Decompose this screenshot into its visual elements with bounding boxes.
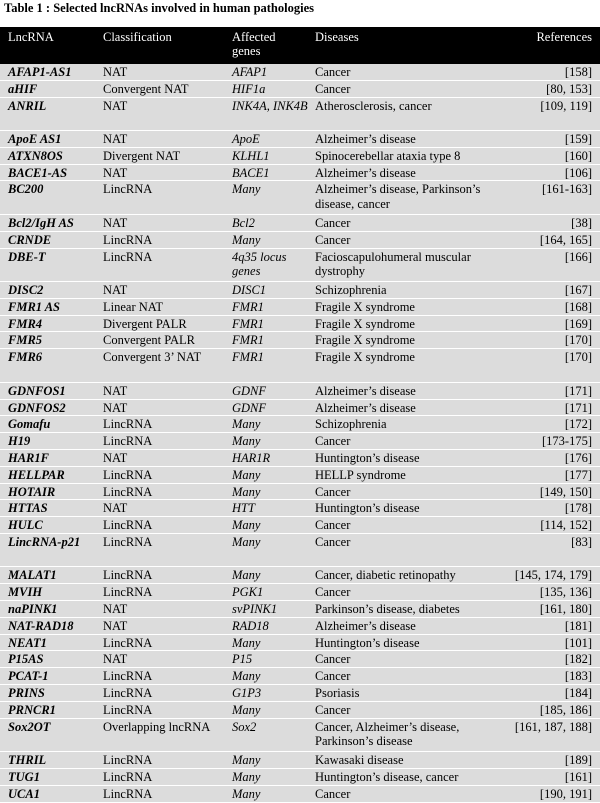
table-row xyxy=(0,719,600,753)
cell-affected-genes: Many xyxy=(232,417,261,432)
cell-diseases: Parkinson’s disease, diabetes xyxy=(315,602,460,617)
cell-classification: LincRNA xyxy=(103,669,153,684)
cell-references: [176] xyxy=(564,450,592,465)
cell-diseases: Alzheimer’s disease xyxy=(315,400,416,415)
table-row xyxy=(0,685,600,702)
cell-diseases: Spinocerebellar ataxia type 8 xyxy=(315,148,461,163)
cell-classification: Convergent PALR xyxy=(103,333,196,348)
header-diseases: Diseases xyxy=(315,30,359,44)
cell-lncrna: CRNDE xyxy=(8,232,52,247)
cell-references: [80, 153] xyxy=(546,81,592,96)
cell-classification: LincRNA xyxy=(103,467,153,482)
table-row xyxy=(0,299,600,316)
cell-references: [166] xyxy=(564,249,592,264)
header-references: References xyxy=(536,30,592,44)
cell-lncrna: GDNFOS1 xyxy=(8,383,66,398)
cell-lncrna: LincRNA-p21 xyxy=(8,534,81,549)
cell-lncrna: MALAT1 xyxy=(8,568,57,583)
cell-classification: LincRNA xyxy=(103,686,153,701)
cell-references: [38] xyxy=(571,215,592,230)
cell-lncrna: P15AS xyxy=(8,652,44,667)
cell-references: [170] xyxy=(564,350,592,365)
cell-lncrna: BACE1-AS xyxy=(8,165,68,180)
lncrna-table xyxy=(0,27,600,803)
cell-affected-genes: Many xyxy=(232,534,261,549)
table-row xyxy=(0,400,600,417)
cell-references: [171] xyxy=(564,383,592,398)
cell-diseases: Huntington’s disease xyxy=(315,635,420,650)
cell-affected-genes: Many xyxy=(232,753,261,768)
table-row xyxy=(0,383,600,400)
cell-affected-genes: Many xyxy=(232,182,261,197)
table-header xyxy=(0,27,600,64)
cell-lncrna: PRNCR1 xyxy=(8,702,56,717)
cell-lncrna: THRIL xyxy=(8,753,47,768)
cell-classification: Divergent PALR xyxy=(103,316,187,331)
cell-classification: LincRNA xyxy=(103,568,153,583)
table-row xyxy=(0,769,600,786)
cell-affected-genes: GDNF xyxy=(232,383,267,398)
cell-affected-genes: RAD18 xyxy=(232,618,269,633)
cell-affected-genes: P15 xyxy=(232,652,253,667)
table-row xyxy=(0,332,600,349)
cell-affected-genes: Many xyxy=(232,702,261,717)
cell-classification: NAT xyxy=(103,618,128,633)
cell-references: [183] xyxy=(564,669,592,684)
header-affected-genes: Affected genes xyxy=(232,30,276,58)
cell-lncrna: Gomafu xyxy=(8,417,51,432)
cell-lncrna: HAR1F xyxy=(8,450,49,465)
cell-affected-genes: Many xyxy=(232,769,261,784)
cell-classification: LincRNA xyxy=(103,769,153,784)
cell-affected-genes: HTT xyxy=(232,501,255,516)
cell-lncrna: MVIH xyxy=(8,585,43,600)
cell-affected-genes: GDNF xyxy=(232,400,267,415)
table-row xyxy=(0,668,600,685)
cell-lncrna: HULC xyxy=(8,518,43,533)
cell-diseases: Fragile X syndrome xyxy=(315,299,415,314)
cell-lncrna: ATXN8OS xyxy=(8,148,63,163)
cell-classification: NAT xyxy=(103,383,128,398)
table-row xyxy=(0,534,600,568)
cell-diseases: Cancer, Alzheimer’s disease, Parkinson’s disease xyxy=(315,719,460,749)
cell-diseases: Cancer xyxy=(315,434,351,449)
cell-lncrna: FMR6 xyxy=(8,350,43,365)
header-lncrna: LncRNA xyxy=(8,30,54,44)
cell-diseases: HELLP syndrome xyxy=(315,467,406,482)
cell-diseases: Cancer xyxy=(315,232,351,247)
cell-references: [168] xyxy=(564,299,592,314)
table-row xyxy=(0,416,600,433)
cell-classification: Linear NAT xyxy=(103,299,164,314)
table-row xyxy=(0,81,600,98)
cell-diseases: Alzheimer’s disease xyxy=(315,132,416,147)
cell-diseases: Cancer xyxy=(315,669,351,684)
cell-classification: NAT xyxy=(103,602,128,617)
cell-references: [106] xyxy=(564,165,592,180)
table-row xyxy=(0,467,600,484)
table-row xyxy=(0,584,600,601)
cell-references: [181] xyxy=(564,618,592,633)
cell-references: [161, 180] xyxy=(539,602,592,617)
cell-diseases: Alzheimer’s disease xyxy=(315,383,416,398)
table-row xyxy=(0,64,600,81)
table-row xyxy=(0,567,600,584)
cell-affected-genes: ApoE xyxy=(232,132,260,147)
cell-references: [161, 187, 188] xyxy=(514,719,592,734)
cell-references: [190, 191] xyxy=(539,786,592,801)
cell-references: [159] xyxy=(564,132,592,147)
cell-diseases: Huntington’s disease xyxy=(315,450,420,465)
cell-classification: LincRNA xyxy=(103,786,153,801)
cell-affected-genes: Sox2 xyxy=(232,719,257,734)
cell-classification: NAT xyxy=(103,450,128,465)
table-row xyxy=(0,98,600,132)
cell-affected-genes: Many xyxy=(232,635,261,650)
cell-diseases: Fragile X syndrome xyxy=(315,350,415,365)
cell-diseases: Cancer xyxy=(315,81,351,96)
cell-lncrna: FMR4 xyxy=(8,316,43,331)
cell-classification: Divergent NAT xyxy=(103,148,181,163)
table-row xyxy=(0,181,600,215)
cell-affected-genes: Bcl2 xyxy=(232,215,255,230)
cell-references: [114, 152] xyxy=(540,518,592,533)
cell-lncrna: HTTAS xyxy=(8,501,48,516)
cell-lncrna: Sox2OT xyxy=(8,719,51,734)
cell-classification: LincRNA xyxy=(103,182,153,197)
table-row xyxy=(0,232,600,249)
cell-lncrna: BC200 xyxy=(8,182,44,197)
cell-affected-genes: Many xyxy=(232,518,261,533)
cell-references: [169] xyxy=(564,316,592,331)
cell-lncrna: GDNFOS2 xyxy=(8,400,66,415)
cell-lncrna: HOTAIR xyxy=(8,484,56,499)
cell-diseases: Alzheimer’s disease xyxy=(315,618,416,633)
cell-classification: LincRNA xyxy=(103,518,153,533)
cell-affected-genes: Many xyxy=(232,669,261,684)
cell-classification: LincRNA xyxy=(103,585,153,600)
table-row xyxy=(0,517,600,534)
table-row xyxy=(0,500,600,517)
cell-references: [182] xyxy=(564,652,592,667)
table-row xyxy=(0,484,600,501)
cell-lncrna: PRINS xyxy=(8,686,45,701)
table-row xyxy=(0,316,600,333)
cell-classification: LincRNA xyxy=(103,249,153,264)
table-row xyxy=(0,752,600,769)
cell-references: [172] xyxy=(564,417,592,432)
cell-classification: LincRNA xyxy=(103,635,153,650)
cell-classification: Overlapping lncRNA xyxy=(103,719,211,734)
cell-references: [184] xyxy=(564,686,592,701)
cell-diseases: Fragile X syndrome xyxy=(315,333,415,348)
cell-diseases: Atherosclerosis, cancer xyxy=(315,98,432,113)
cell-diseases: Huntington’s disease xyxy=(315,501,420,516)
cell-references: [170] xyxy=(564,333,592,348)
cell-diseases: Kawasaki disease xyxy=(315,753,404,768)
table-row xyxy=(0,651,600,668)
table-row xyxy=(0,450,600,467)
cell-affected-genes: Many xyxy=(232,434,261,449)
cell-lncrna: TUG1 xyxy=(8,769,40,784)
cell-affected-genes: Many xyxy=(232,467,261,482)
cell-classification: NAT xyxy=(103,400,128,415)
cell-lncrna: H19 xyxy=(8,434,31,449)
cell-classification: LincRNA xyxy=(103,702,153,717)
cell-diseases: Cancer, diabetic retinopathy xyxy=(315,568,456,583)
table-row xyxy=(0,165,600,182)
cell-references: [109, 119] xyxy=(540,98,592,113)
cell-references: [177] xyxy=(564,467,592,482)
cell-classification: NAT xyxy=(103,652,128,667)
cell-diseases: Cancer xyxy=(315,534,351,549)
cell-affected-genes: G1P3 xyxy=(232,686,262,701)
table-row xyxy=(0,349,600,383)
cell-diseases: Cancer xyxy=(315,518,351,533)
cell-diseases: Cancer xyxy=(315,786,351,801)
cell-classification: LincRNA xyxy=(103,484,153,499)
cell-references: [164, 165] xyxy=(539,232,592,247)
cell-lncrna: PCAT-1 xyxy=(8,669,49,684)
table-row xyxy=(0,433,600,450)
table-caption: Table 1 : Selected lncRNAs involved in human pathologies xyxy=(4,1,314,15)
cell-classification: NAT xyxy=(103,132,128,147)
cell-affected-genes: Many xyxy=(232,484,261,499)
cell-classification: LincRNA xyxy=(103,417,153,432)
cell-affected-genes: BACE1 xyxy=(232,165,270,180)
cell-lncrna: NAT-RAD18 xyxy=(8,618,74,633)
cell-classification: NAT xyxy=(103,65,128,79)
cell-affected-genes: Many xyxy=(232,786,261,801)
cell-classification: NAT xyxy=(103,501,128,516)
cell-references: [161] xyxy=(564,769,592,784)
cell-lncrna: UCA1 xyxy=(8,786,40,801)
cell-diseases: Cancer xyxy=(315,585,351,600)
cell-classification: NAT xyxy=(103,215,128,230)
table-row xyxy=(0,601,600,618)
cell-affected-genes: AFAP1 xyxy=(232,65,268,79)
cell-lncrna: NEAT1 xyxy=(8,635,47,650)
cell-diseases: Alzheimer’s disease xyxy=(315,165,416,180)
table-body xyxy=(0,64,600,803)
cell-references: [101] xyxy=(564,635,592,650)
cell-references: [161-163] xyxy=(542,182,592,197)
cell-lncrna: Bcl2/IgH AS xyxy=(8,215,74,230)
cell-references: [149, 150] xyxy=(539,484,592,499)
table-row xyxy=(0,786,600,803)
cell-lncrna: FMR1 AS xyxy=(8,299,60,314)
cell-diseases: Cancer xyxy=(315,484,351,499)
cell-classification: NAT xyxy=(103,98,128,113)
cell-references: [185, 186] xyxy=(539,702,592,717)
cell-references: [167] xyxy=(564,283,592,298)
cell-affected-genes: PGK1 xyxy=(232,585,264,600)
table-row xyxy=(0,282,600,299)
cell-references: [145, 174, 179] xyxy=(514,568,592,583)
cell-affected-genes: Many xyxy=(232,568,261,583)
cell-affected-genes: svPINK1 xyxy=(232,602,278,617)
cell-affected-genes: FMR1 xyxy=(232,350,264,365)
cell-lncrna: FMR5 xyxy=(8,333,43,348)
cell-lncrna: naPINK1 xyxy=(8,602,58,617)
cell-diseases: Cancer xyxy=(315,215,351,230)
cell-classification: LincRNA xyxy=(103,753,153,768)
cell-affected-genes: 4q35 locus genes xyxy=(232,249,287,279)
cell-references: [178] xyxy=(564,501,592,516)
cell-diseases: Alzheimer’s disease, Parkinson’s disease, cancer xyxy=(315,182,481,211)
cell-classification: Convergent 3’ NAT xyxy=(103,350,202,365)
cell-affected-genes: FMR1 xyxy=(232,316,264,331)
cell-classification: NAT xyxy=(103,165,128,180)
table-row xyxy=(0,215,600,232)
cell-affected-genes: HIF1a xyxy=(232,81,266,96)
cell-diseases: Cancer xyxy=(315,702,351,717)
table-row xyxy=(0,131,600,148)
cell-lncrna: HELLPAR xyxy=(8,467,65,482)
cell-classification: LincRNA xyxy=(103,434,153,449)
cell-affected-genes: Many xyxy=(232,232,261,247)
cell-references: [173-175] xyxy=(542,434,592,449)
cell-diseases: Schizophrenia xyxy=(315,283,387,298)
cell-references: [171] xyxy=(564,400,592,415)
cell-references: [189] xyxy=(564,753,592,768)
cell-diseases: Cancer xyxy=(315,652,351,667)
header-classification: Classification xyxy=(103,30,172,44)
cell-affected-genes: FMR1 xyxy=(232,299,264,314)
cell-lncrna: ApoE AS1 xyxy=(8,132,62,147)
table-row xyxy=(0,635,600,652)
cell-lncrna: aHIF xyxy=(8,81,38,96)
cell-references: [135, 136] xyxy=(539,585,592,600)
table-row xyxy=(0,702,600,719)
cell-diseases: Facioscapulohumeral muscular dystrophy xyxy=(315,249,471,279)
table-row xyxy=(0,148,600,165)
cell-lncrna: DBE-T xyxy=(8,249,46,264)
cell-diseases: Cancer xyxy=(315,65,351,79)
table-row xyxy=(0,249,600,283)
cell-lncrna: ANRIL xyxy=(8,98,47,113)
cell-diseases: Huntington’s disease, cancer xyxy=(315,769,459,784)
cell-affected-genes: KLHL1 xyxy=(232,148,270,163)
cell-lncrna: AFAP1-AS1 xyxy=(8,65,72,79)
cell-diseases: Schizophrenia xyxy=(315,417,387,432)
cell-affected-genes: FMR1 xyxy=(232,333,264,348)
cell-classification: NAT xyxy=(103,283,128,298)
cell-references: [160] xyxy=(564,148,592,163)
cell-classification: LincRNA xyxy=(103,232,153,247)
cell-references: [158] xyxy=(564,65,592,79)
cell-diseases: Fragile X syndrome xyxy=(315,316,415,331)
cell-affected-genes: HAR1R xyxy=(232,450,271,465)
cell-classification: LincRNA xyxy=(103,534,153,549)
cell-diseases: Psoriasis xyxy=(315,686,360,701)
cell-affected-genes: INK4A, INK4B xyxy=(232,98,308,113)
table-row xyxy=(0,618,600,635)
cell-classification: Convergent NAT xyxy=(103,81,189,96)
cell-affected-genes: DISC1 xyxy=(232,283,267,298)
cell-references: [83] xyxy=(571,534,592,549)
cell-lncrna: DISC2 xyxy=(8,283,44,298)
